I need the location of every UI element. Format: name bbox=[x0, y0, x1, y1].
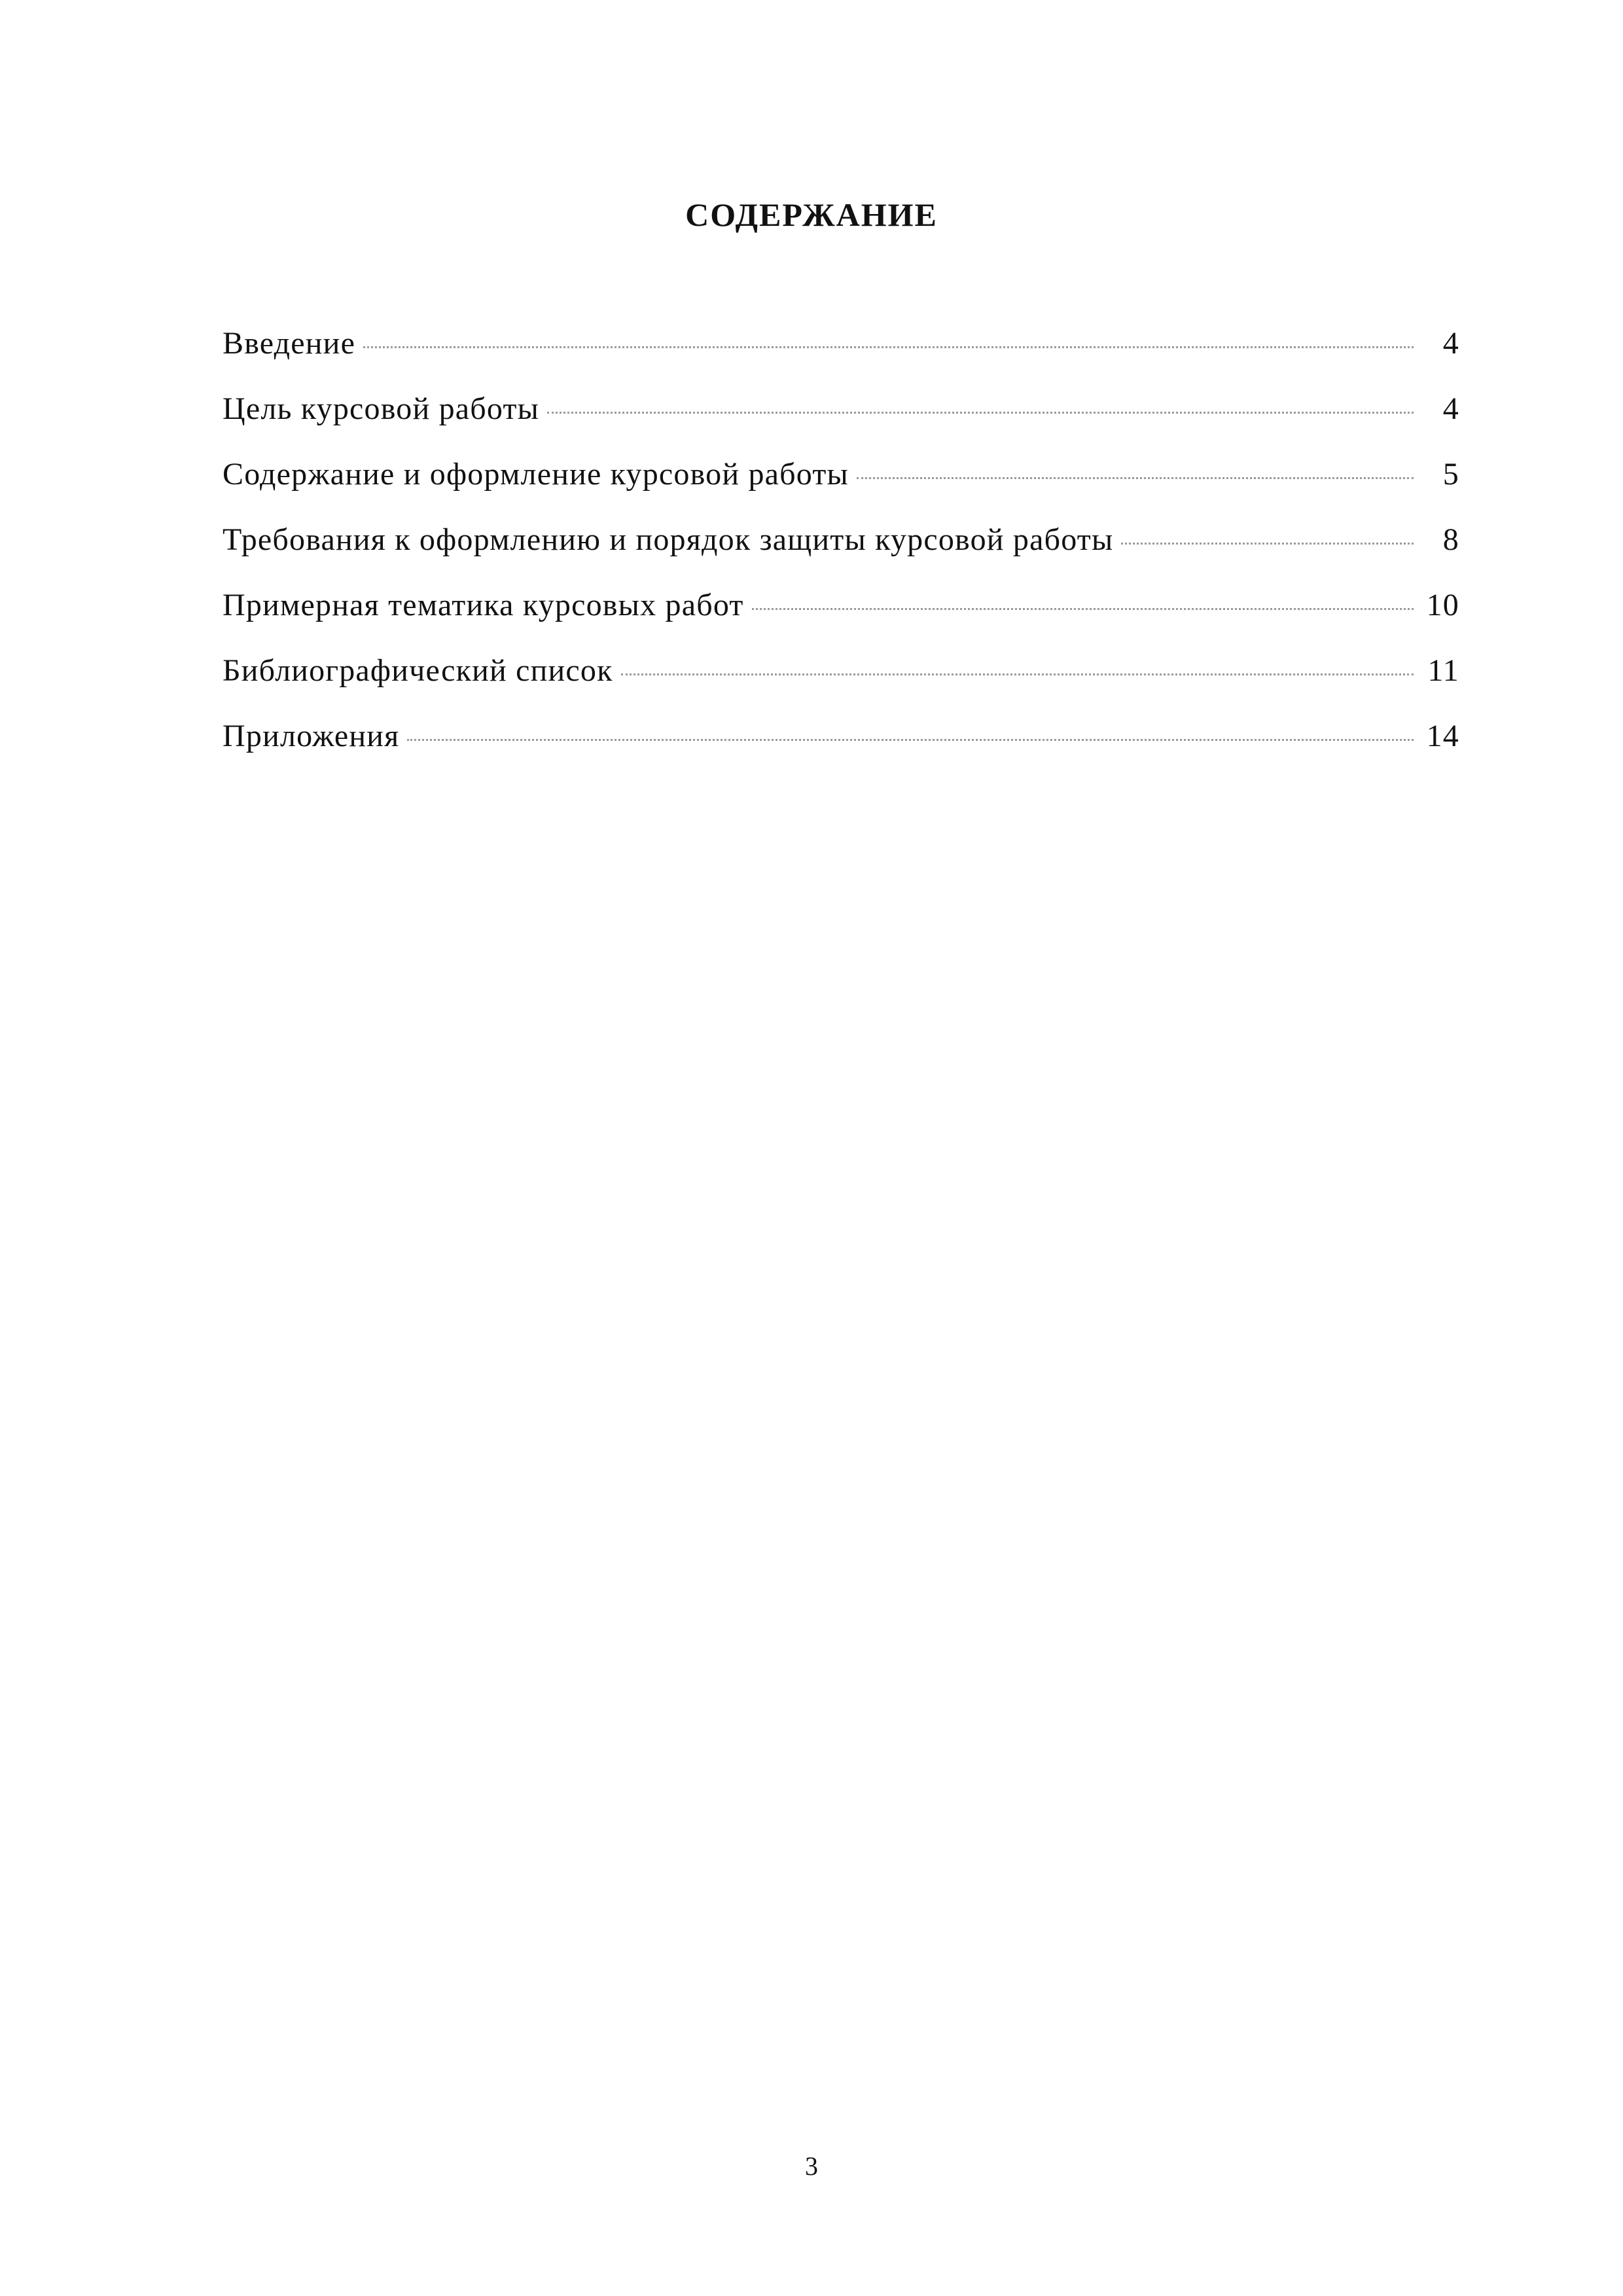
toc-entry-page: 8 bbox=[1442, 522, 1459, 557]
toc-entry-page: 4 bbox=[1442, 391, 1459, 426]
dot-leader bbox=[621, 673, 1414, 675]
toc-list bbox=[223, 324, 1459, 782]
dot-leader bbox=[547, 412, 1414, 414]
toc-entry-goal[interactable] bbox=[223, 389, 1459, 455]
toc-entry-label: Требования к оформлению и порядок защиты курсовой работы bbox=[223, 522, 1114, 557]
dot-leader bbox=[407, 739, 1414, 741]
toc-entry-page: 5 bbox=[1442, 457, 1459, 492]
toc-entry-bibliography[interactable] bbox=[223, 651, 1459, 717]
toc-entry-label: Библиографический список bbox=[223, 653, 613, 688]
toc-entry-page: 14 bbox=[1426, 719, 1459, 753]
toc-entry-introduction[interactable] bbox=[223, 324, 1459, 389]
page-number: 3 bbox=[805, 2151, 818, 2181]
toc-entry-label: Примерная тематика курсовых работ bbox=[223, 588, 744, 622]
toc-entry-label: Цель курсовой работы bbox=[223, 391, 540, 426]
dot-leader bbox=[752, 608, 1414, 610]
dot-leader bbox=[857, 477, 1414, 479]
dot-leader bbox=[1121, 543, 1414, 545]
toc-entry-content-and-formatting[interactable] bbox=[223, 455, 1459, 520]
toc-entry-page: 10 bbox=[1426, 588, 1459, 622]
toc-entry-label: Введение bbox=[223, 326, 356, 361]
dot-leader bbox=[363, 346, 1414, 348]
toc-entry-appendices[interactable] bbox=[223, 717, 1459, 782]
toc-title: СОДЕРЖАНИЕ bbox=[685, 196, 938, 233]
toc-entry-requirements-and-defense[interactable] bbox=[223, 520, 1459, 586]
toc-entry-page: 11 bbox=[1427, 653, 1459, 688]
toc-entry-label: Приложения bbox=[223, 719, 400, 753]
toc-entry-page: 4 bbox=[1442, 326, 1459, 361]
toc-entry-sample-topics[interactable] bbox=[223, 586, 1459, 651]
toc-entry-label: Содержание и оформление курсовой работы bbox=[223, 457, 849, 492]
